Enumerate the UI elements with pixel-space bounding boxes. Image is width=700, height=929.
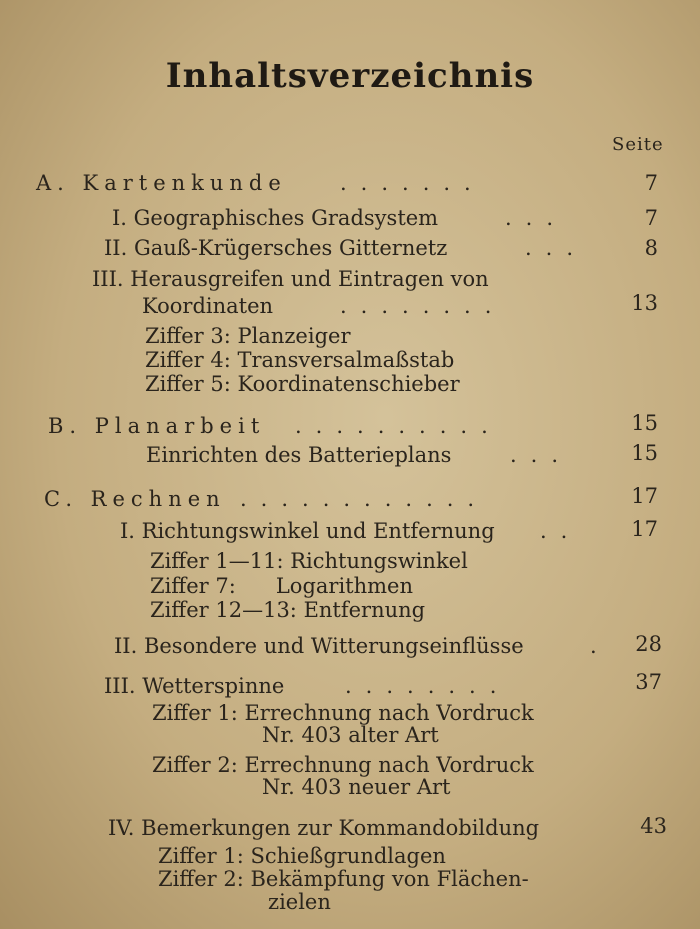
subentry: Ziffer 2: Errechnung nach Vordruck [152, 753, 534, 777]
entry-c4-page: 43 [640, 814, 667, 838]
entry-a3-label: III. Herausgreifen und Eintragen von [92, 267, 489, 291]
section-c-page: 17 [631, 484, 658, 508]
section-c-label: C. Rechnen [44, 487, 226, 511]
entry-a2-label: II. Gauß-Krügersches Gitternetz [104, 236, 448, 260]
subentry: Ziffer 7: Logarithmen [150, 574, 413, 598]
subentry-cont: Nr. 403 alter Art [262, 723, 439, 747]
page-column-header: Seite [612, 134, 664, 155]
entry-c4-label: IV. Bemerkungen zur Kommandobildung [108, 816, 540, 840]
subentry: Ziffer 1: Schießgrundlagen [158, 844, 446, 868]
leader-dots: ........ [345, 674, 511, 698]
subentry: Ziffer 1—11: Richtungswinkel [150, 549, 468, 573]
entry-c2-label: II. Besondere und Witterungseinflüsse [114, 634, 524, 658]
subentry: Ziffer 2: Bekämpfung von Flächen- [158, 867, 529, 891]
subentry: Ziffer 1: Errechnung nach Vordruck [152, 701, 534, 725]
subentry-cont: Nr. 403 neuer Art [262, 775, 451, 799]
entry-a1-label: I. Geographisches Gradsystem [112, 206, 439, 230]
leader-dots: ... [510, 443, 573, 467]
entry-c2-page: 28 [635, 632, 662, 656]
page-title: Inhaltsverzeichnis [165, 56, 535, 96]
section-b-page: 15 [631, 411, 658, 435]
leader-dots: ... [525, 236, 588, 260]
leader-dots: ........ [340, 294, 506, 318]
entry-a1-page: 7 [644, 206, 658, 230]
entry-a3-page: 13 [631, 291, 658, 315]
entry-b1-page: 15 [631, 441, 658, 465]
subentry: Ziffer 3: Planzeiger [145, 324, 351, 348]
leader-dots: ....... [340, 171, 485, 195]
entry-c1-page: 17 [631, 517, 658, 541]
leader-dots: ... [505, 206, 568, 230]
entry-c1-label: I. Richtungswinkel und Entfernung [120, 519, 495, 543]
subentry: Ziffer 4: Transversalmaßstab [145, 348, 455, 372]
subentry-cont: zielen [268, 890, 331, 914]
subentry: Ziffer 12—13: Entfernung [150, 598, 426, 622]
leader-dots: .. [540, 519, 582, 543]
entry-c3-label: III. Wetterspinne [104, 674, 285, 698]
section-a-label: A. Kartenkunde [36, 171, 287, 195]
entry-c3-page: 37 [635, 670, 662, 694]
entry-a3-label-cont: Koordinaten [142, 294, 274, 318]
entry-a2-page: 8 [644, 236, 658, 260]
section-b-label: B. Planarbeit [48, 414, 266, 438]
leader-dots: .......... [295, 414, 502, 438]
leader-dots: ............ [240, 487, 489, 511]
leader-dots: . [590, 634, 611, 658]
subentry: Ziffer 5: Koordinatenschieber [145, 372, 460, 396]
entry-b1-label: Einrichten des Batterieplans [146, 443, 452, 467]
section-a-page: 7 [644, 171, 658, 195]
